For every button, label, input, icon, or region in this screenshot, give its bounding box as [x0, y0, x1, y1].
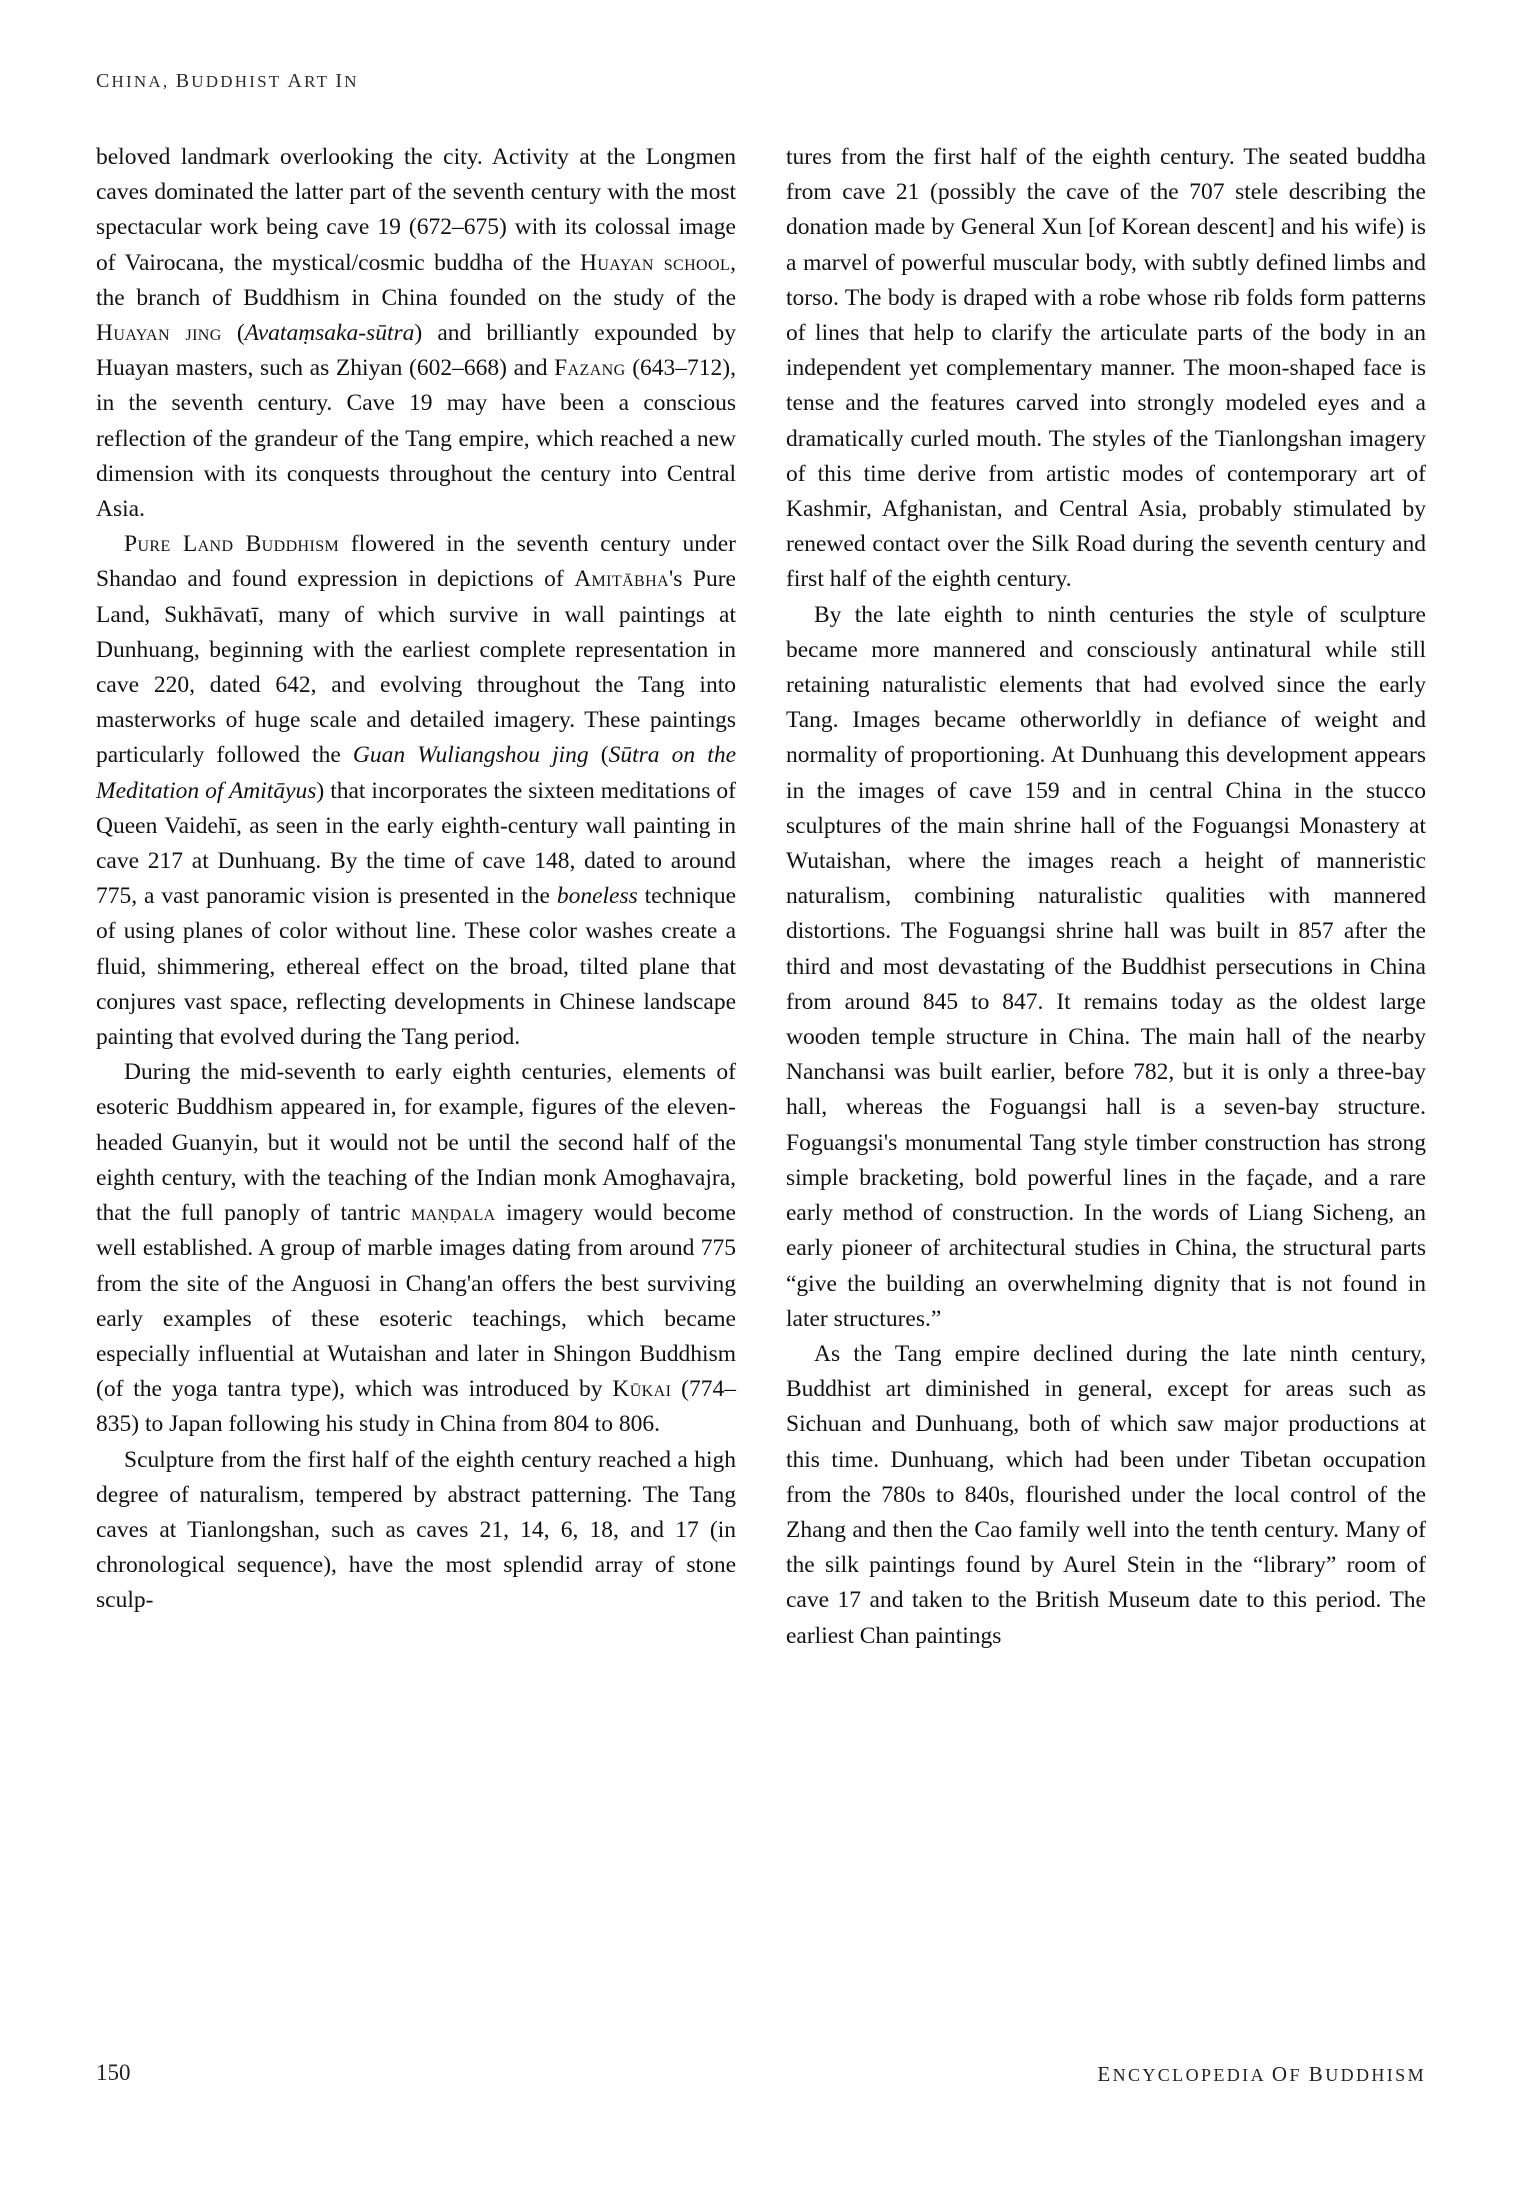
paragraph: beloved landmark overlooking the city. Activity at the Longmen caves dominated the latter part of the seventh century with the most spectacular work being cave 19 (672–675) with its colossal image of Vairocana, the mystical/cosmic buddha of the Huayan school, the branch of Buddhism in China founded on the study of the Huayan jing (Avataṃsaka-sūtra) and brilliantly expounded by Huayan masters, such as Zhiyan (602–668) and Fazang (643–712), in the seventh century. Cave 19 may have been a conscious reflection of the grandeur of the Tang empire, which reached a new dimension with its conquests throughout the century into Central Asia. [96, 144, 736, 523]
paragraph: During the mid-seventh to early eighth centuries, elements of esoteric Buddhism appeared in, for example, figures of the eleven-headed Guanyin, but it would not be until the second half of the eighth century, with the teaching of the Indian monk Amoghavajra, that the full panoply of tantric maṇḍala imagery would become well established. A group of marble images dating from around 775 from the site of the Anguosi in Chang'an offers the best surviving early examples of these esoteric teachings, which became especially influential at Wutaishan and later in Shingon Buddhism (of the yoga tantra type), which was introduced by Kūkai (774–835) to Japan following his study in China from 804 to 806. [96, 1059, 737, 1438]
body-columns [96, 140, 1426, 2020]
right-column [786, 140, 1426, 2020]
paragraph: Pure Land Buddhism flowered in the seventh century under Shandao and found expression in depictions of Amitābha's Pure Land, Sukhāvatī, many of which survive in wall paintings at Dunhuang, beginning with the earliest complete representation in cave 220, dated 642, and evolving throughout the Tang into masterworks of huge scale and detailed imagery. These paintings particularly followed the Guan Wuliangshou jing (Sūtra on the Meditation of Amitāyus) that incorporates the sixteen meditations of Queen Vaidehī, as seen in the early eighth-century wall painting in cave 217 at Dunhuang. By the time of cave 148, dated to around 775, a vast panoramic vision is presented in the boneless technique of using planes of color without line. These color washes create a fluid, shimmering, ethereal effect on the broad, tilted plane that conjures vast space, reflecting developments in Chinese landscape painting that evolved during the Tang period. [96, 531, 736, 1051]
left-column [96, 140, 736, 2020]
book-title: ENCYCLOPEDIA OF BUDDHISM [1097, 2062, 1426, 2086]
paragraph: Sculpture from the first half of the eighth century reached a high degree of naturalism, tempered by abstract patterning. The Tang caves at Tianlongshan, such as caves 21, 14, 6, 18, and 17 (in chronological sequence), have the most splendid array of stone sculp- [96, 1446, 736, 1614]
running-head-text: CHINA, BUDDHIST ART IN [96, 70, 359, 92]
paragraph: As the Tang empire declined during the late ninth century, Buddhist art diminished in general, except for areas such as Sichuan and Dunhuang, both of which saw major productions at this time. Dunhuang, which had been under Tibetan occupation from the 780s to 840s, flourished under the local control of the Zhang and then the Cao family well into the tenth century. Many of the silk paintings found by Aurel Stein in the “library” room of cave 17 and taken to the British Museum date to this period. The earliest Chan paintings [786, 1340, 1426, 1649]
paragraph: By the late eighth to ninth centuries the style of sculpture became more mannered and consciously antinatural while still retaining naturalistic elements that had evolved since the early Tang. Images became otherworldly in defiance of weight and normality of proportioning. At Dunhuang this development appears in the images of cave 159 and in central China in the stucco sculptures of the main shrine hall of the Foguangsi Monastery at Wutaishan, where the images reach a height of manneristic naturalism, combining naturalistic qualities with mannered distortions. The Foguangsi shrine hall was built in 857 after the third and most devastating of the Buddhist persecutions in China from around 845 to 847. It remains today as the oldest large wooden temple structure in China. The main hall of the nearby Nanchansi was built earlier, before 782, but it is only a three-bay hall, whereas the Foguangsi hall is a seven-bay structure. Foguangsi's monumental Tang style timber construction has strong simple bracketing, bold powerful lines in the façade, and a rare early method of construction. In the words of Liang Sicheng, an early pioneer of architectural studies in China, the structural parts “give the building an overwhelming dignity that is not found in later structures.” [786, 601, 1426, 1332]
running-head [96, 70, 359, 93]
page-footer [0, 2060, 1522, 2100]
page-number: 150 [96, 2060, 131, 2085]
paragraph: tures from the first half of the eighth century. The seated buddha from cave 21 (possibly the cave of the 707 stele describing the donation made by General Xun [of Korean descent] and his wife) is a marvel of powerful muscular body, with subtly defined limbs and torso. The body is draped with a robe whose rib folds form patterns of lines that help to clarify the articulate parts of the body in an independent yet complementary manner. The moon-shaped face is tense and the features carved into strongly modeled eyes and a dramatically curled mouth. The styles of the Tianlongshan imagery of this time derive from artistic modes of contemporary art of Kashmir, Afghanistan, and Central Asia, probably stimulated by renewed contact over the Silk Road during the seventh century and first half of the eighth century. [786, 144, 1426, 593]
